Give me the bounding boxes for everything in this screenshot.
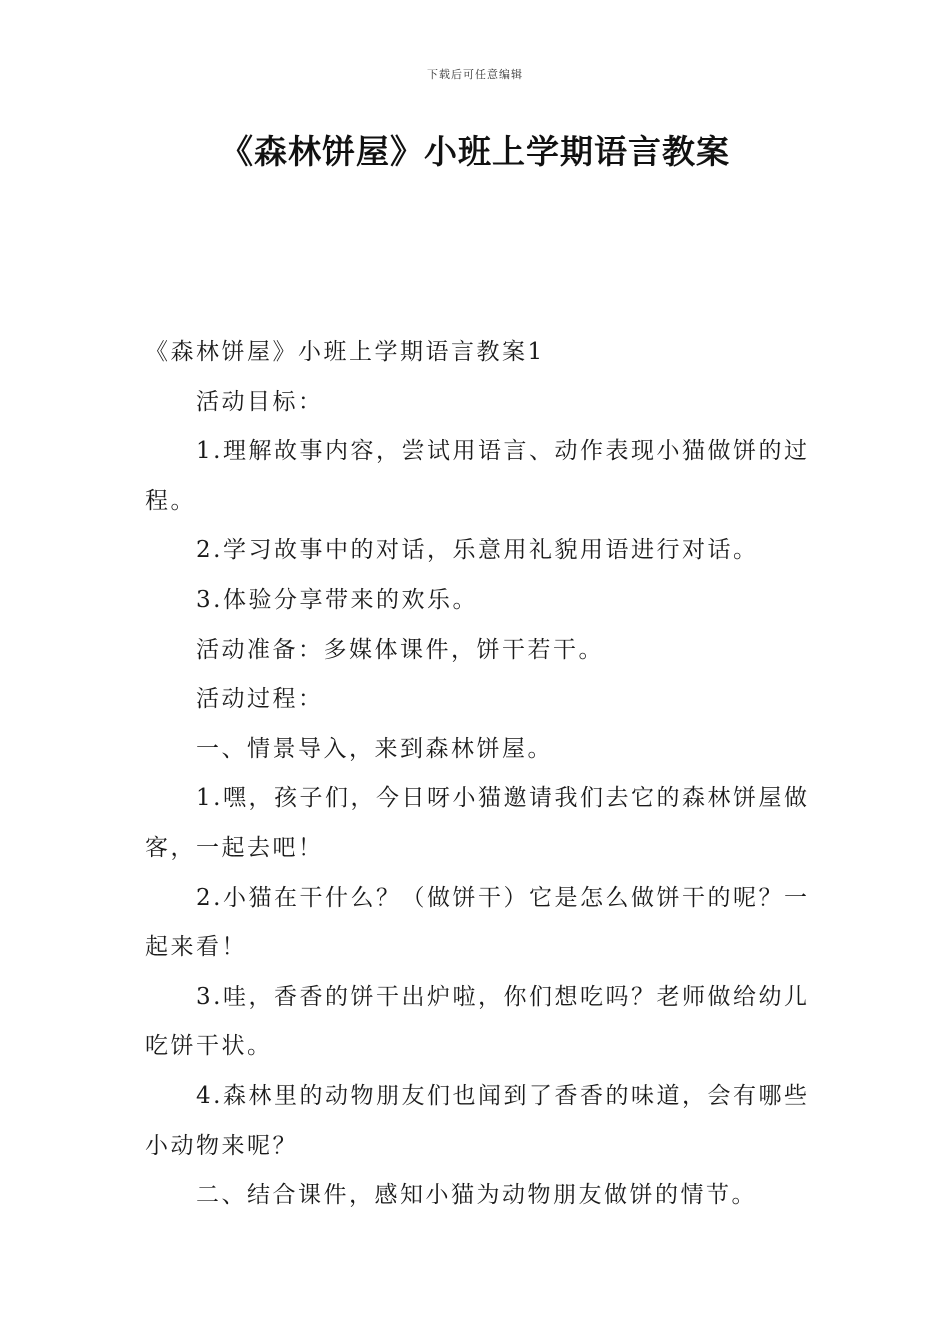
paragraph: 2.小猫在干什么？（做饼干）它是怎么做饼干的呢？一起来看！ xyxy=(145,884,810,961)
section-heading: 《森林饼屋》小班上学期语言教案1 xyxy=(145,339,545,365)
document-body xyxy=(145,328,810,1221)
paragraph: 3.体验分享带来的欢乐。 xyxy=(196,586,478,613)
document-title: 《森林饼屋》小班上学期语言教案 xyxy=(220,132,730,171)
paragraph: 活动过程： xyxy=(196,686,324,713)
paragraph: 1.嘿，孩子们，今日呀小猫邀请我们去它的森林饼屋做客，一起去吧！ xyxy=(145,785,810,861)
header-note: 下载后可任意编辑 xyxy=(427,68,523,81)
paragraph: 2.学习故事中的对话，乐意用礼貌用语进行对话。 xyxy=(196,537,759,564)
paragraph: 1.理解故事内容，尝试用语言、动作表现小猫做饼的过程。 xyxy=(145,438,810,514)
paragraph: 一、情景导入，来到森林饼屋。 xyxy=(196,735,553,762)
paragraph: 二、结合课件，感知小猫为动物朋友做饼的情节。 xyxy=(196,1182,757,1209)
paragraph: 活动目标： xyxy=(196,388,324,415)
paragraph: 3.哇，香香的饼干出炉啦，你们想吃吗？老师做给幼儿吃饼干状。 xyxy=(145,983,810,1060)
paragraph: 4.森林里的动物朋友们也闻到了香香的味道，会有哪些小动物来呢？ xyxy=(145,1082,810,1159)
paragraph: 活动准备：多媒体课件，饼干若干。 xyxy=(196,636,604,663)
